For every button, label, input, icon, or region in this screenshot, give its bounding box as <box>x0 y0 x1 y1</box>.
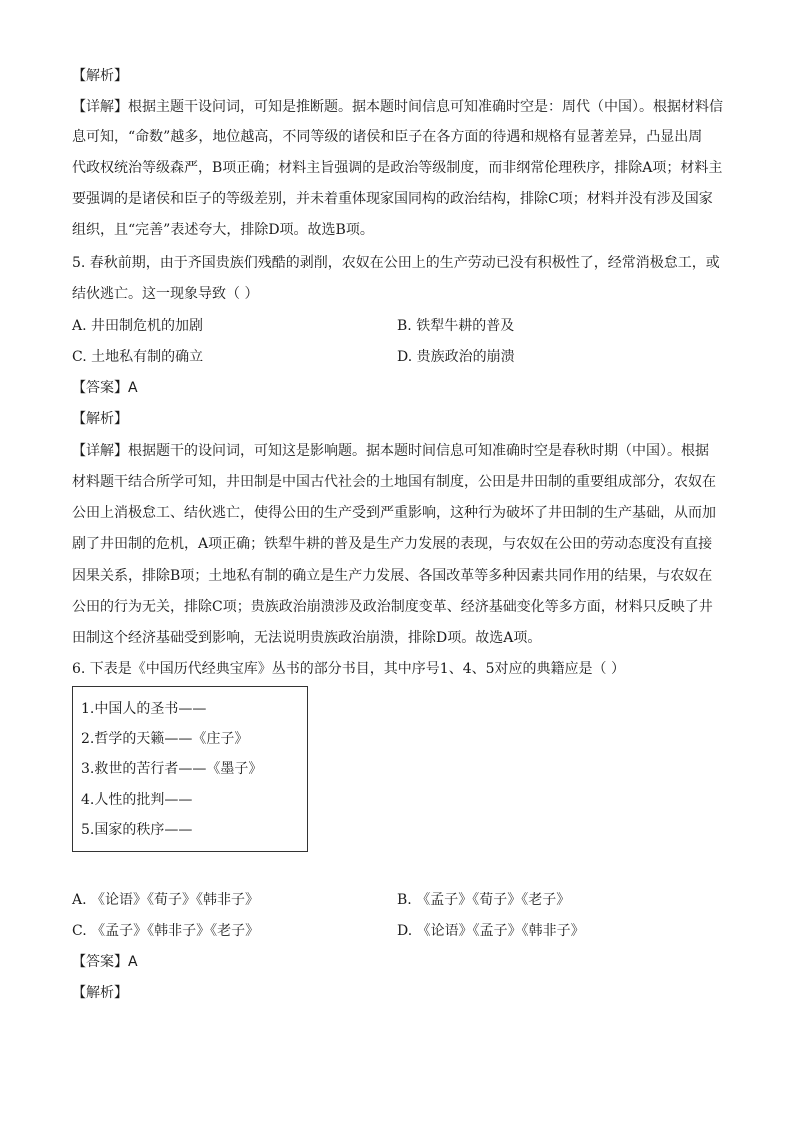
table-row: 2.哲学的天籁——《庄子》 <box>81 731 249 747</box>
question-5-stem: 结伙逃亡。这一现象导致（ ） <box>72 286 259 302</box>
detail-text-line: 剧了井田制的危机，A项正确；铁犁牛耕的普及是生产力发展的表现，与农奴在公田的劳动态度没有直接 <box>72 536 713 552</box>
table-row: 5.国家的秩序—— <box>81 822 193 838</box>
question-6-option-b: B. 《孟子》《荀子》《老子》 <box>397 892 571 908</box>
detail-text-line: 【详解】根据题干的设问词，可知这是影响题。据本题时间信息可知准确时空是春秋时期（中国）。根据 <box>72 443 709 459</box>
question-6-option-a: A. 《论语》《荀子》《韩非子》 <box>72 892 260 908</box>
detail-text-line: 因果关系，排除B项；土地私有制的确立是生产力发展、各国改革等多种因素共同作用的结果，与农奴在 <box>72 568 713 584</box>
question-5-option-a: A. 井田制危机的加剧 <box>72 318 204 334</box>
question-6-answer: 【答案】A <box>72 954 138 970</box>
detail-text-line: 要强调的是诸侯和臣子的等级差别，并未着重体现家国同构的政治结构，排除C项；材料并没有涉及国家 <box>72 191 713 207</box>
detail-text-line: 代政权统治等级森严，B项正确；材料主旨强调的是政治等级制度，而非纲常伦理秩序，排除A项；材料主 <box>72 160 723 176</box>
question-5-option-d: D. 贵族政治的崩溃 <box>397 349 515 365</box>
book-list-table <box>72 686 308 852</box>
question-5-option-c: C. 土地私有制的确立 <box>72 349 204 365</box>
question-5-answer: 【答案】A <box>72 380 138 396</box>
table-row: 3.救世的苦行者——《墨子》 <box>81 761 263 777</box>
question-6-option-c: C. 《孟子》《韩非子》《老子》 <box>72 923 260 939</box>
question-6-stem: 6. 下表是《中国历代经典宝库》丛书的部分书目，其中序号1、4、5对应的典籍应是（ ） <box>72 661 625 677</box>
question-6-option-d: D. 《论语》《孟子》《韩非子》 <box>397 923 585 939</box>
table-row: 4.人性的批判—— <box>81 792 193 808</box>
detail-text-line: 组织，且“完善”表述夸大，排除D项。故选B项。 <box>72 222 374 238</box>
analysis-heading: 【解析】 <box>72 411 128 427</box>
analysis-heading: 【解析】 <box>72 68 128 84</box>
question-5-option-b: B. 铁犁牛耕的普及 <box>397 318 515 334</box>
detail-text-line: 【详解】根据主题干设问词，可知是推断题。据本题时间信息可知准确时空是：周代（中国）。根据材料信 <box>72 99 723 115</box>
detail-text-line: 材料题干结合所学可知，井田制是中国古代社会的土地国有制度，公田是井田制的重要组成部分，农奴在 <box>72 474 716 490</box>
detail-text-line: 公田的行为无关，排除C项；贵族政治崩溃涉及政治制度变革、经济基础变化等多方面，材料只反映了井 <box>72 599 713 615</box>
analysis-heading: 【解析】 <box>72 985 128 1001</box>
table-row: 1.中国人的圣书—— <box>81 701 207 717</box>
detail-text-line: 息可知，“命数”越多，地位越高，不同等级的诸侯和臣子在各方面的待遇和规格有显著差异，凸显出周 <box>72 129 703 145</box>
detail-text-line: 公田上消极怠工、结伙逃亡，使得公田的生产受到严重影响，这种行为破坏了井田制的生产基础，从而加 <box>72 505 716 521</box>
detail-text-line: 田制这个经济基础受到影响，无法说明贵族政治崩溃，排除D项。故选A项。 <box>72 630 542 646</box>
question-5-stem: 5. 春秋前期，由于齐国贵族们残酷的剥削，农奴在公田上的生产劳动已没有积极性了，经常消极怠工，或 <box>72 255 720 271</box>
